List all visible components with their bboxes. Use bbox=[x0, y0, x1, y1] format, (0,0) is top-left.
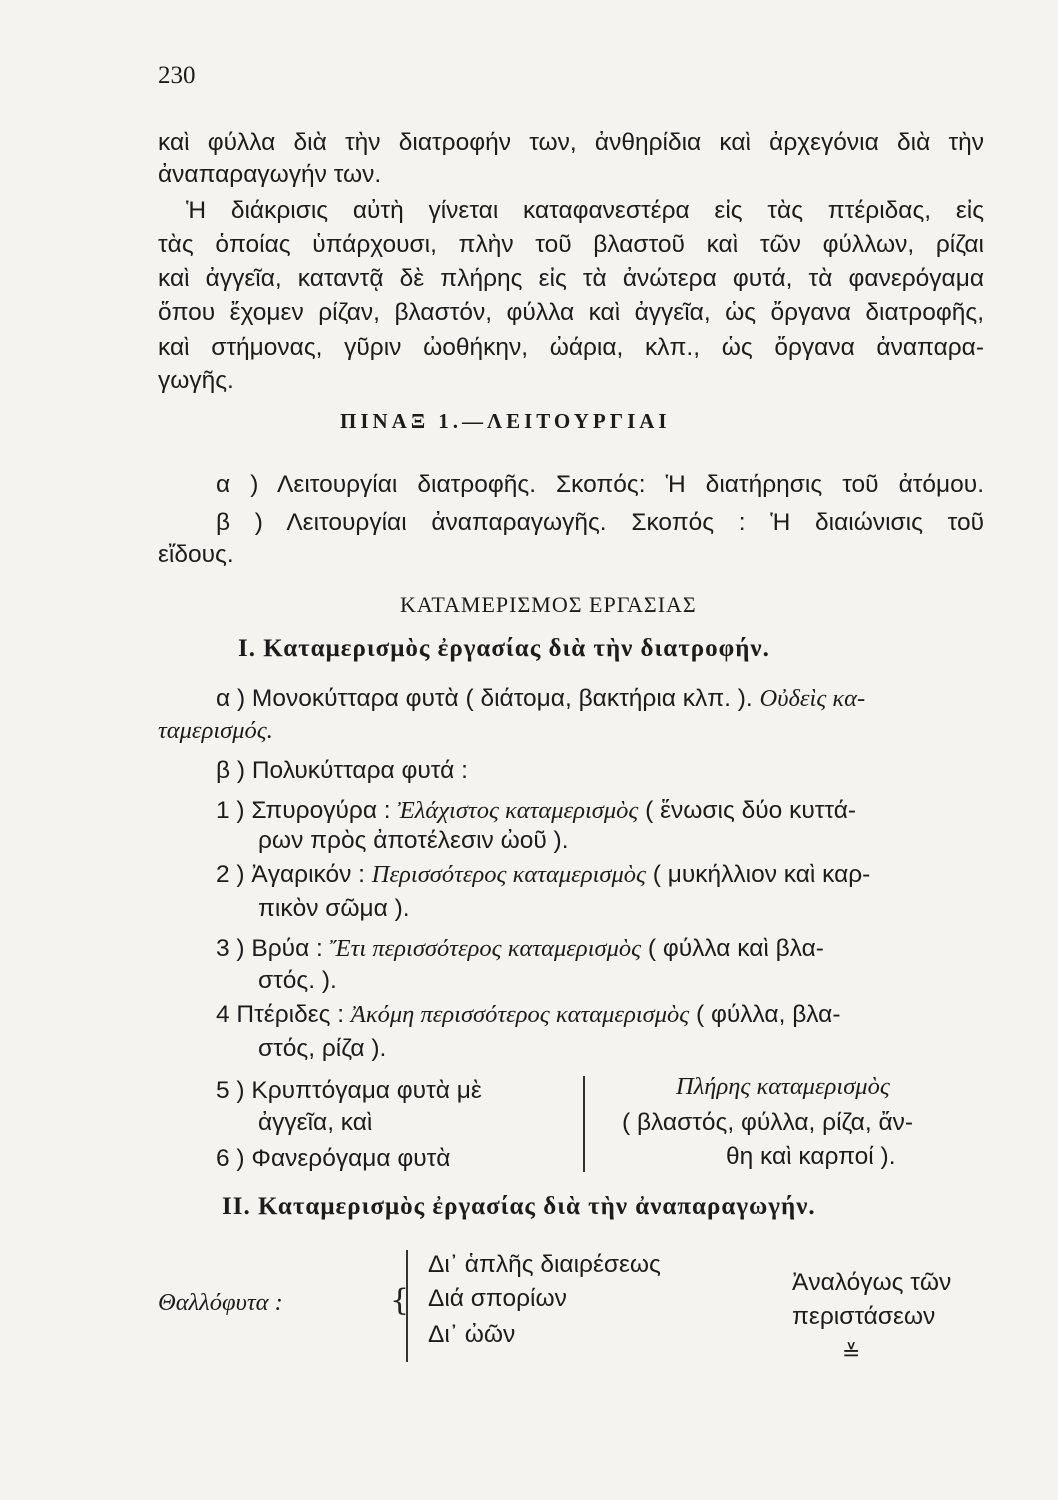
full-division-detail-cont: θη καὶ καρποί ). bbox=[726, 1143, 896, 1170]
full-division-label: Πλήρης καταμερισμὸς bbox=[676, 1073, 890, 1100]
circumstances-note: Ἀναλόγως τῶν bbox=[792, 1269, 952, 1296]
sub-item-6: 6 ) Φανερόγαμα φυτὰ bbox=[216, 1145, 451, 1172]
item-a: α ) Μονοκύτταρα φυτὰ ( διάτομα, βακτήρια κλπ. ). Οὐδεὶς κα- bbox=[216, 685, 866, 712]
division-title: ΚΑΤΑΜΕΡΙΣΜΟΣ ΕΡΓΑΣΙΑΣ bbox=[400, 592, 697, 617]
end-mark-icon: ≚ bbox=[842, 1340, 861, 1365]
sub-item-3: 3 ) Βρύα : Ἔτι περισσότερος καταμερισμὸς ( φύλλα καὶ βλα- bbox=[216, 935, 824, 962]
body-line: καὶ στήμονας, γῦριν ὠοθήκην, ὠάρια, κλπ., ὡς ὄργανα ἀναπαρα- bbox=[158, 334, 984, 361]
reproduction-option-3: Δι᾿ ὠῶν bbox=[428, 1321, 516, 1348]
section-heading-2: II. Καταμερισμὸς ἐργασίας διὰ τὴν ἀναπαραγωγήν. bbox=[222, 1193, 816, 1220]
sub-item-2-cont: πικὸν σῶμα ). bbox=[258, 895, 410, 922]
function-b-cont: εἴδους. bbox=[158, 541, 234, 568]
brace-icon: { bbox=[390, 1283, 410, 1318]
reproduction-option-2: Διά σπορίων bbox=[428, 1285, 567, 1312]
sub-item-4: 4 Πτέριδες : Ἀκόμη περισσότερος καταμερισμὸς ( φύλλα, βλα- bbox=[216, 1001, 841, 1028]
sub-item-5-cont: ἀγγεῖα, καὶ bbox=[258, 1109, 373, 1136]
table-title: ΠΙΝΑΞ 1.—ΛΕΙΤΟΥΡΓΙΑΙ bbox=[340, 409, 671, 433]
body-line: καὶ φύλλα διὰ τὴν διατροφήν των, ἀνθηρίδια καὶ ἀρχεγόνια διὰ τὴν bbox=[158, 129, 984, 156]
thallophyta-label: Θαλλόφυτα : bbox=[158, 1289, 283, 1316]
item-a-cont: ταμερισμός. bbox=[158, 717, 273, 744]
divider-line bbox=[583, 1076, 585, 1172]
circumstances-note-cont: περιστάσεων bbox=[792, 1303, 936, 1330]
body-line: Ἡ διάκρισις αὐτὴ γίνεται καταφανεστέρα εἰς τὰς πτέριδας, εἰς bbox=[186, 197, 984, 224]
sub-item-1: 1 ) Σπυρογύρα : Ἐλάχιστος καταμερισμὸς ( ἕνωσις δύο κυττά- bbox=[216, 797, 857, 824]
page-number: 230 bbox=[158, 62, 196, 89]
function-b: β ) Λειτουργίαι ἀναπαραγωγῆς. Σκοπός : Ἡ διαιώνισις τοῦ bbox=[216, 509, 984, 536]
function-a: α ) Λειτουργίαι διατροφῆς. Σκοπός: Ἡ διατήρησις τοῦ ἀτόμου. bbox=[216, 471, 984, 498]
sub-item-5: 5 ) Κρυπτόγαμα φυτὰ μὲ bbox=[216, 1077, 482, 1104]
sub-item-1-cont: ρων πρὸς ἀποτέλεσιν ὠοῦ ). bbox=[258, 827, 569, 854]
sub-item-4-cont: στός, ρίζα ). bbox=[258, 1035, 387, 1062]
full-division-detail: ( βλαστός, φύλλα, ρίζα, ἄν- bbox=[622, 1109, 914, 1136]
body-line: ἀναπαραγωγήν των. bbox=[158, 161, 382, 188]
item-b: β ) Πολυκύτταρα φυτά : bbox=[216, 757, 468, 784]
body-line: τὰς ὁποίας ὑπάρχουσι, πλὴν τοῦ βλαστοῦ καὶ τῶν φύλλων, ρίζαι bbox=[158, 231, 984, 258]
reproduction-option-1: Δι᾿ ἁπλῆς διαιρέσεως bbox=[428, 1251, 661, 1278]
sub-item-2: 2 ) Ἀγαρικόν : Περισσότερος καταμερισμὸς ( μυκήλλιον καὶ καρ- bbox=[216, 861, 871, 888]
body-line: ὅπου ἔχομεν ρίζαν, βλαστόν, φύλλα καὶ ἀγγεῖα, ὡς ὄργανα διατροφῆς, bbox=[158, 299, 984, 326]
section-heading: I. Καταμερισμὸς ἐργασίας διὰ τὴν διατροφήν. bbox=[238, 635, 770, 662]
body-line: καὶ ἀγγεῖα, καταντᾷ δὲ πλήρης εἰς τὰ ἀνώτερα φυτά, τὰ φανερόγαμα bbox=[158, 265, 984, 292]
sub-item-3-cont: στός. ). bbox=[258, 967, 337, 994]
body-line: γωγῆς. bbox=[158, 367, 234, 394]
